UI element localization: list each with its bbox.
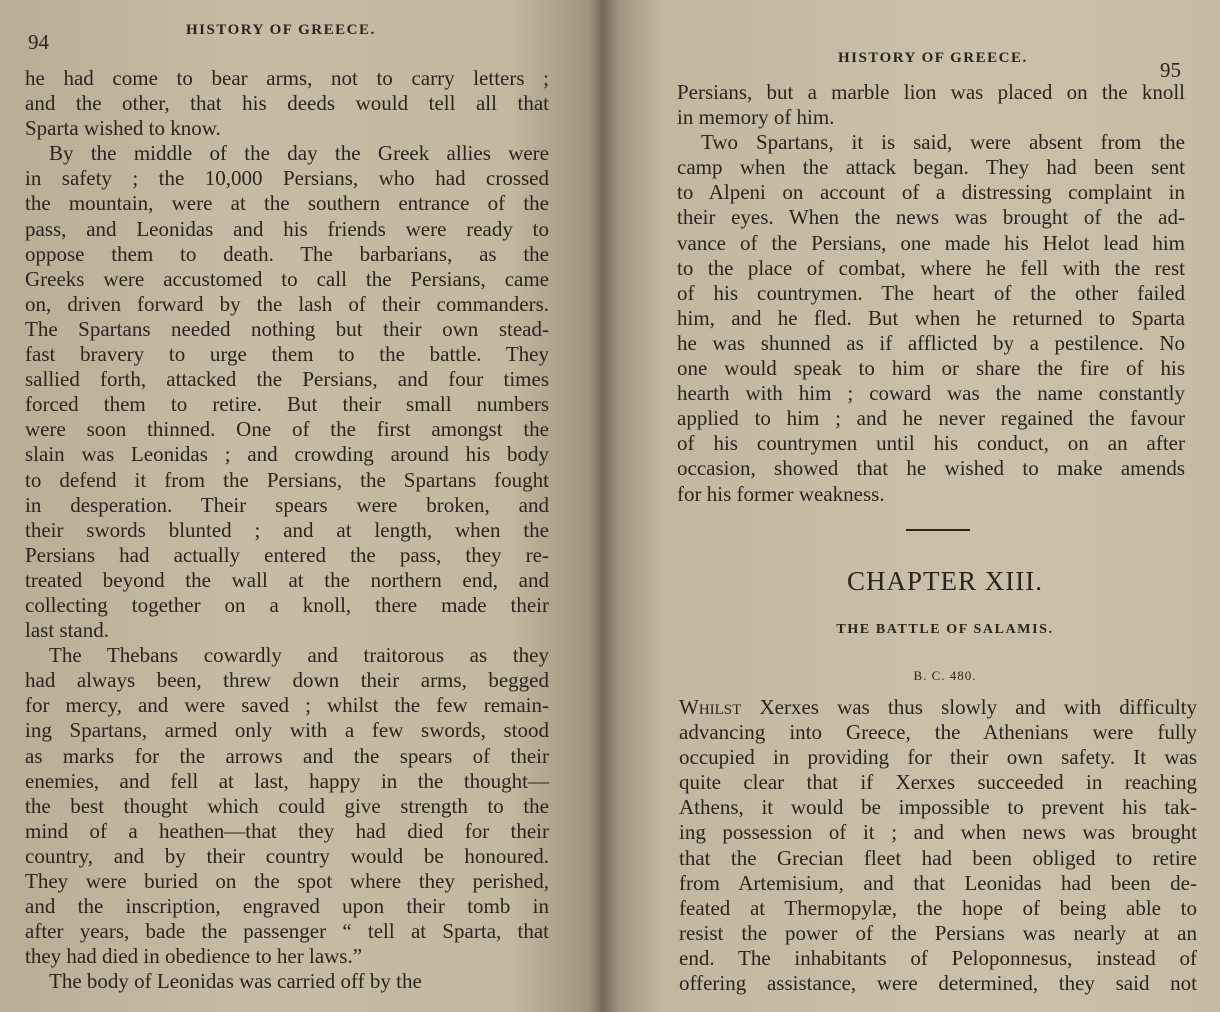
text-line: on, driven forward by the lash of their commanders.	[25, 291, 549, 316]
text-line: and the inscription, engraved upon their tomb in	[25, 894, 549, 919]
chapter-opening-word: Whilst	[679, 695, 742, 719]
text-line: occasion, showed that he wished to make amends	[677, 456, 1185, 481]
text-line: The Spartans needed nothing but their own stead-	[25, 316, 549, 341]
text-line: as marks for the arrows and the spears of their	[25, 743, 549, 768]
text-line: resist the power of the Persians was nearly at an	[679, 920, 1197, 945]
left-body-text	[25, 66, 549, 994]
text-line: sallied forth, attacked the Persians, and four times	[25, 367, 549, 392]
text-line: their swords blunted ; and at length, when the	[25, 517, 549, 542]
text-line: Athens, it would be impossible to prevent his tak-	[679, 795, 1197, 820]
text-line: occupied in providing for their own safety. It was	[679, 745, 1197, 770]
right-body-text	[677, 80, 1185, 507]
text-line: fast bravery to urge them to the battle. They	[25, 342, 549, 367]
text-line: he had come to bear arms, not to carry letters ;	[25, 66, 549, 90]
text-line: had always been, threw down their arms, begged	[25, 668, 549, 693]
text-line: treated beyond the wall at the northern end, and	[25, 567, 549, 592]
text-line: to defend it from the Persians, the Spartans fought	[25, 467, 549, 492]
chapter-title: CHAPTER XIII.	[847, 566, 1043, 596]
chapter-date: B. C. 480.	[913, 668, 977, 683]
text-line-rest: Xerxes was thus slowly and with difficulty	[741, 695, 1197, 719]
text-line: offering assistance, were determined, they said not	[679, 971, 1197, 996]
text-line: quite clear that if Xerxes succeeded in reaching	[679, 770, 1197, 795]
text-line: mind of a heathen—that they had died for their	[25, 818, 549, 843]
section-rule	[906, 529, 970, 531]
text-line: vance of the Persians, one made his Helot lead him	[677, 230, 1185, 255]
left-page	[0, 0, 600, 1012]
left-running-head: HISTORY OF GREECE.	[186, 22, 376, 38]
text-line: ing possession of it ; and when news was brought	[679, 820, 1197, 845]
text-line: the mountain, were at the southern entrance of the	[25, 191, 549, 216]
text-line: after years, bade the passenger “ tell at Sparta, that	[25, 919, 549, 944]
text-line: they had died in obedience to her laws.”	[25, 944, 363, 969]
left-page-number: 94	[28, 30, 49, 54]
text-line: for his former weakness.	[677, 481, 885, 506]
text-line: advancing into Greece, the Athenians were fully	[679, 720, 1197, 745]
text-line: forced them to retire. But their small numbers	[25, 392, 549, 417]
text-line: in safety ; the 10,000 Persians, who had crossed	[25, 166, 549, 191]
text-line: their eyes. When the news was brought of the ad-	[677, 205, 1185, 230]
text-line: for mercy, and were saved ; whilst the few remain-	[25, 693, 549, 718]
text-line: hearth with him ; coward was the name constantly	[677, 381, 1185, 406]
text-line: Persians, but a marble lion was placed on the knoll	[677, 80, 1185, 104]
text-line: from Artemisium, and that Leonidas had been de-	[679, 870, 1197, 895]
text-line: The body of Leonidas was carried off by the	[49, 969, 422, 994]
text-line: collecting together on a knoll, there made their	[25, 592, 549, 617]
text-line: By the middle of the day the Greek allies were	[49, 141, 549, 166]
text-line: Greeks were accustomed to call the Persians, came	[25, 266, 549, 291]
text-line: one would speak to him or share the fire of his	[677, 356, 1185, 381]
right-page-number: 95	[1160, 58, 1181, 82]
text-line: applied to him ; and he never regained the favour	[677, 406, 1185, 431]
right-page	[600, 0, 1220, 1012]
text-line: last stand.	[25, 618, 109, 643]
text-line: in memory of him.	[677, 105, 835, 130]
text-line: Two Spartans, it is said, were absent from the	[701, 130, 1185, 155]
text-line: of his countrymen until his conduct, on an after	[677, 431, 1185, 456]
right-running-head: HISTORY OF GREECE.	[838, 50, 1028, 66]
text-line	[679, 695, 1197, 720]
text-line: end. The inhabitants of Peloponnesus, instead of	[679, 945, 1197, 970]
text-line: slain was Leonidas ; and crowding around his body	[25, 442, 549, 467]
text-line: that the Grecian fleet had been obliged to retire	[679, 845, 1197, 870]
text-line: the best thought which could give strength to the	[25, 793, 549, 818]
text-line: he was shunned as if afflicted by a pestilence. No	[677, 330, 1185, 355]
text-line: pass, and Leonidas and his friends were ready to	[25, 216, 549, 241]
text-line: They were buried on the spot where they perished,	[25, 869, 549, 893]
text-line: to the place of combat, where he fell with the rest	[677, 255, 1185, 280]
text-line: in desperation. Their spears were broken, and	[25, 492, 549, 517]
text-line: Persians had actually entered the pass, they re-	[25, 542, 549, 567]
text-line: feated at Thermopylæ, the hope of being able to	[679, 895, 1197, 920]
chapter-body-text	[679, 695, 1197, 996]
text-line: ing Spartans, armed only with a few swords, stood	[25, 718, 549, 743]
text-line: to Alpeni on account of a distressing complaint in	[677, 180, 1185, 205]
chapter-subtitle: THE BATTLE OF SALAMIS.	[836, 622, 1054, 637]
text-line: him, and he fled. But when he returned to Sparta	[677, 305, 1185, 330]
text-line: camp when the attack began. They had been sent	[677, 155, 1185, 180]
text-line: and the other, that his deeds would tell all that	[25, 91, 549, 116]
text-line: Sparta wished to know.	[25, 116, 221, 141]
text-line: were soon thinned. One of the first amongst the	[25, 417, 549, 442]
text-line: of his countrymen. The heart of the other failed	[677, 280, 1185, 305]
text-line: The Thebans cowardly and traitorous as they	[49, 643, 549, 668]
text-line: oppose them to death. The barbarians, as the	[25, 241, 549, 266]
text-line: country, and by their country would be honoured.	[25, 843, 549, 868]
text-line: enemies, and fell at last, happy in the thought—	[25, 768, 549, 793]
